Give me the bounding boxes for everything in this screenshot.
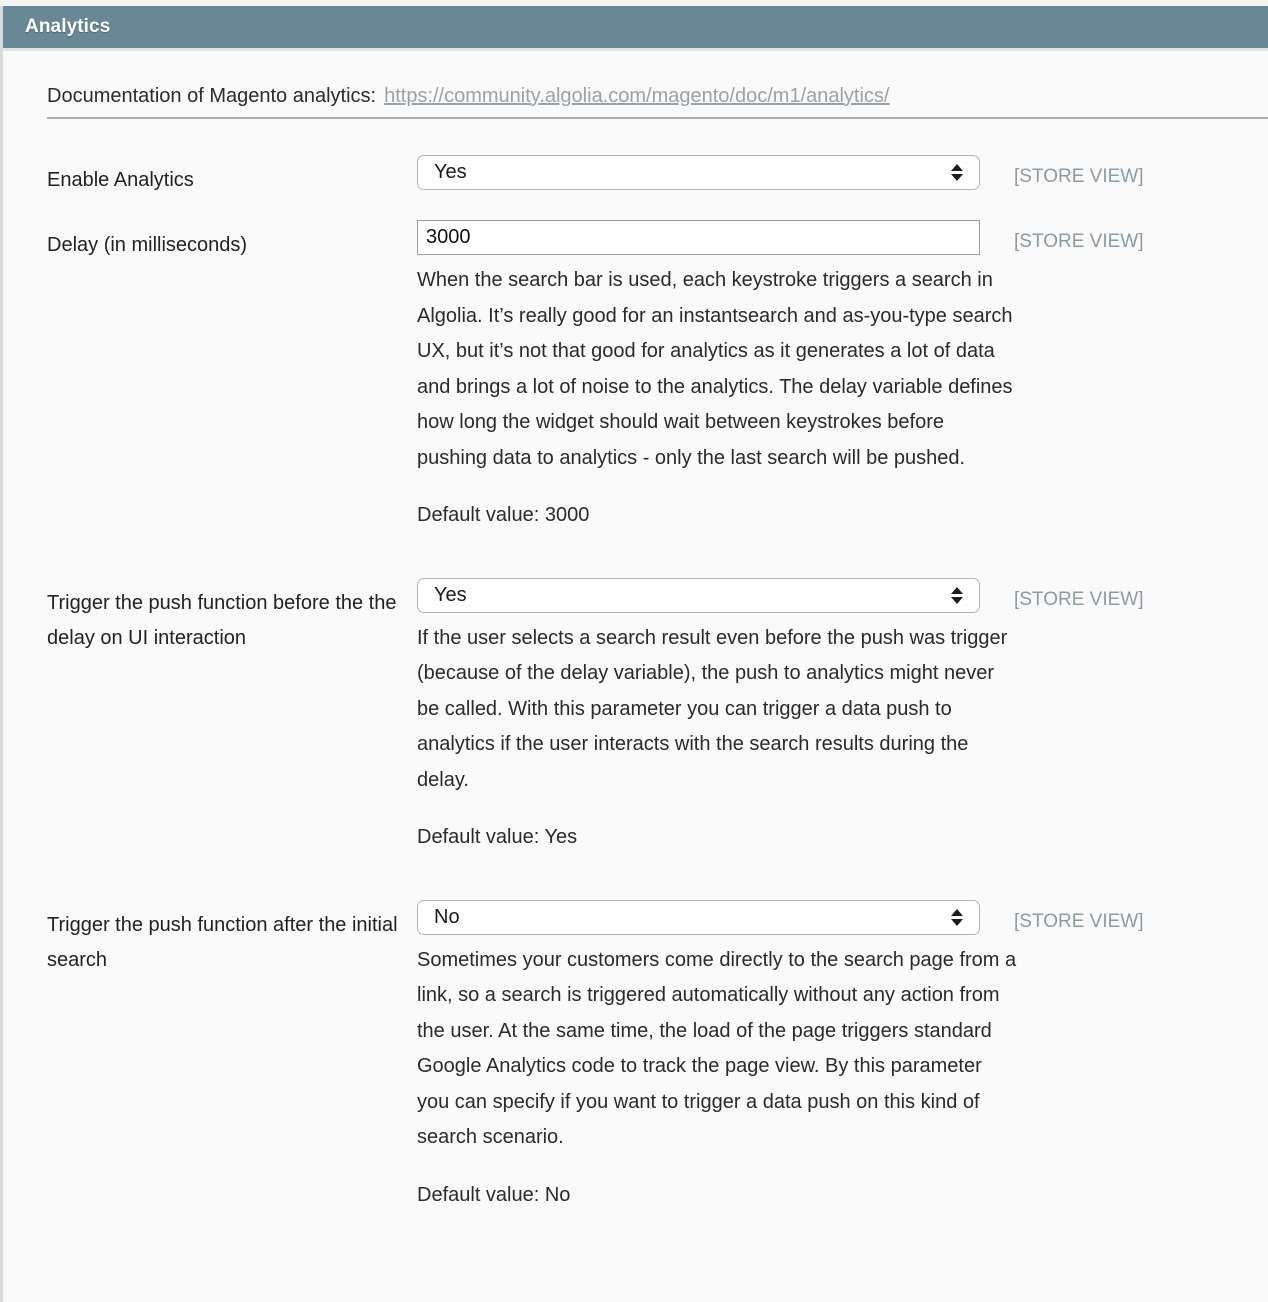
field-row-delay [3,220,1268,534]
delay-input[interactable] [417,220,980,255]
page-title: Analytics [25,16,111,37]
field-control-delay [417,220,1013,534]
field-comment-trigger-after-initial-search [417,943,1017,1214]
field-default-trigger-after-initial-search: Default value: No [417,1183,571,1206]
field-label-trigger-before-delay: Trigger the push function before the the delay on UI interaction [47,591,397,649]
field-control-enable-analytics [417,155,982,190]
field-row-trigger-before-delay [3,578,1268,856]
field-control-trigger-after-initial-search [417,900,1017,1214]
field-comment-delay [417,263,1017,534]
analytics-settings-form [3,155,1268,1213]
field-default-delay: Default value: 3000 [417,504,590,526]
scope-label-delay: [STORE VIEW] [1014,231,1144,252]
section-body [3,51,1268,1302]
field-label-trigger-after-initial-search: Trigger the push function after the initial search [47,913,398,971]
field-control-trigger-before-delay [417,578,1008,856]
section-header-analytics[interactable] [3,6,1268,48]
trigger-after-initial-search-select[interactable] [417,900,980,935]
documentation-label: Documentation of Magento analytics: [47,85,377,107]
enable-analytics-select[interactable] [417,155,980,190]
field-comment-text-trigger-before-delay: If the user selects a search result even before the push was trigger (because of the delay variable), the push to analytics might never be called. With this parameter you can trigger a data push to analytics if the user interacts with the search results during the delay. [417,626,1008,791]
field-label-delay: Delay (in milliseconds) [47,234,248,256]
trigger-before-delay-select[interactable] [417,578,980,613]
field-default-trigger-before-delay: Default value: Yes [417,826,578,848]
field-label-enable-analytics: Enable Analytics [47,169,194,191]
field-comment-text-delay: When the search bar is used, each keystroke triggers a search in Algolia. It’s really good for an instantsearch and as-you-type search UX, but it’s not that good for analytics as it generates a lot of data and brings a lot of noise to the analytics. The delay variable defines how long the widget should wait between keystrokes before pushing data to analytics - only the last search will be pushed. [417,269,1013,469]
field-comment-trigger-before-delay [417,621,1017,856]
scope-label-enable-analytics: [STORE VIEW] [1014,166,1144,187]
field-row-enable-analytics [3,155,1268,198]
documentation-note [47,85,1227,108]
field-comment-text-trigger-after-initial-search: Sometimes your customers come directly to the search page from a link, so a search is triggered automatically without any action from the user. At the same time, the load of the page triggers standard Google Analytics code to track the page view. By this parameter you can specify if you want to trigger a data push on this kind of search scenario. [417,948,1017,1148]
scope-label-trigger-after-initial-search: [STORE VIEW] [1014,910,1144,932]
documentation-link[interactable]: https://community.algolia.com/magento/doc/m1/analytics/ [384,85,890,107]
scope-label-trigger-before-delay: [STORE VIEW] [1014,588,1144,610]
field-row-trigger-after-initial-search [3,900,1268,1214]
documentation-divider [47,117,1268,119]
